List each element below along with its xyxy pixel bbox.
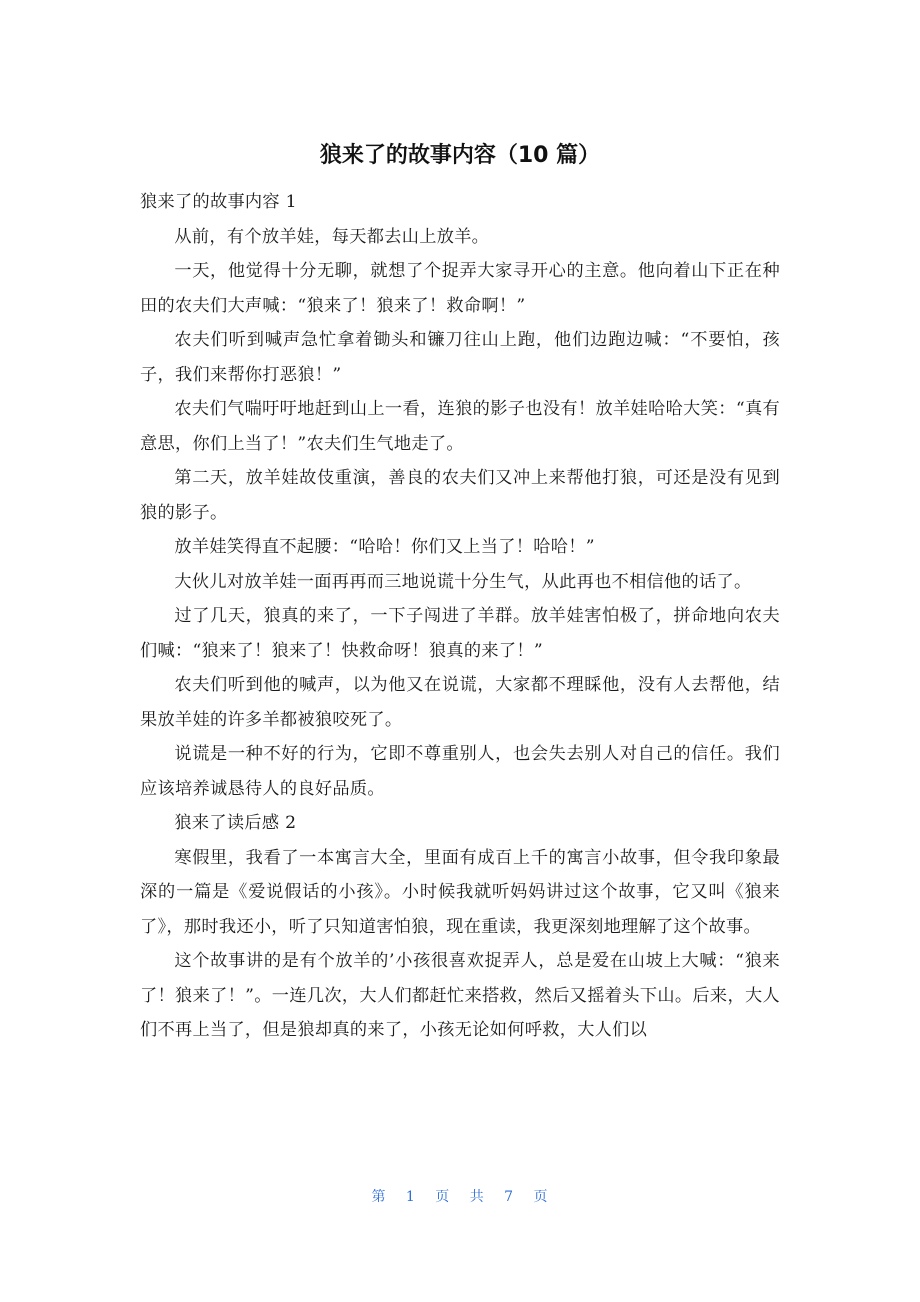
paragraph: 第二天，放羊娃故伎重演，善良的农夫们又冲上来帮他打狼，可还是没有见到狼的影子。 — [140, 468, 780, 523]
document-title: 狼来了的故事内容（10 篇） — [319, 143, 601, 168]
page-suffix: 页 — [435, 1189, 451, 1205]
total-label: 共 — [469, 1189, 485, 1205]
paragraph: 说谎是一种不好的行为，它即不尊重别人，也会失去别人对自己的信任。我们应该培养诚恳待人的良好品质。 — [140, 744, 780, 799]
section-heading: 狼来了读后感 2 — [174, 813, 297, 833]
document-body — [140, 185, 780, 1048]
paragraph: 狼来了的故事内容 1 — [140, 192, 297, 212]
total-pages-number: 7 — [504, 1189, 515, 1205]
current-page-number: 1 — [405, 1189, 416, 1205]
total-suffix: 页 — [533, 1189, 549, 1205]
paragraph: 一天，他觉得十分无聊，就想了个捉弄大家寻开心的主意。他向着山下正在种田的农夫们大声喊：“狼来了！狼来了！救命啊！” — [140, 261, 780, 316]
paragraph: 农夫们听到喊声急忙拿着锄头和镰刀往山上跑，他们边跑边喊：“不要怕，孩子，我们来帮你打恶狼！” — [140, 330, 780, 385]
paragraph: 放羊娃笑得直不起腰：“哈哈！你们又上当了！哈哈！” — [174, 537, 595, 557]
page-label: 第 — [371, 1189, 387, 1205]
paragraph: 从前，有个放羊娃，每天都去山上放羊。 — [174, 226, 490, 247]
paragraph: 寒假里，我看了一本寓言大全，里面有成百上千的寓言小故事，但令我印象最深的一篇是《爱说假话的小孩》。小时候我就听妈妈讲过这个故事，它又叫《狼来了》，那时我还小，听了只知道害怕狼，现在重读，我更深刻地理解了这个故事。 — [140, 847, 780, 937]
paragraph: 过了几天，狼真的来了，一下子闯进了羊群。放羊娃害怕极了，拼命地向农夫们喊：“狼来了！狼来了！快救命呀！狼真的来了！” — [140, 606, 780, 661]
page-footer — [0, 1186, 920, 1206]
paragraph: 大伙儿对放羊娃一面再再而三地说谎十分生气，从此再也不相信他的话了。 — [174, 571, 752, 592]
paragraph: 农夫们气喘吁吁地赶到山上一看，连狼的影子也没有！放羊娃哈哈大笑：“真有意思，你们上当了！”农夫们生气地走了。 — [140, 399, 780, 454]
paragraph: 农夫们听到他的喊声，以为他又在说谎，大家都不理睬他，没有人去帮他，结果放羊娃的许多羊都被狼咬死了。 — [140, 675, 780, 730]
paragraph: 这个故事讲的是有个放羊的’小孩很喜欢捉弄人，总是爱在山坡上大喊：“狼来了！狼来了！”。一连几次，大人们都赶忙来搭救，然后又摇着头下山。后来，大人们不再上当了，但是狼却真的来了，小孩无论如何呼救，大人们以 — [140, 951, 780, 1040]
